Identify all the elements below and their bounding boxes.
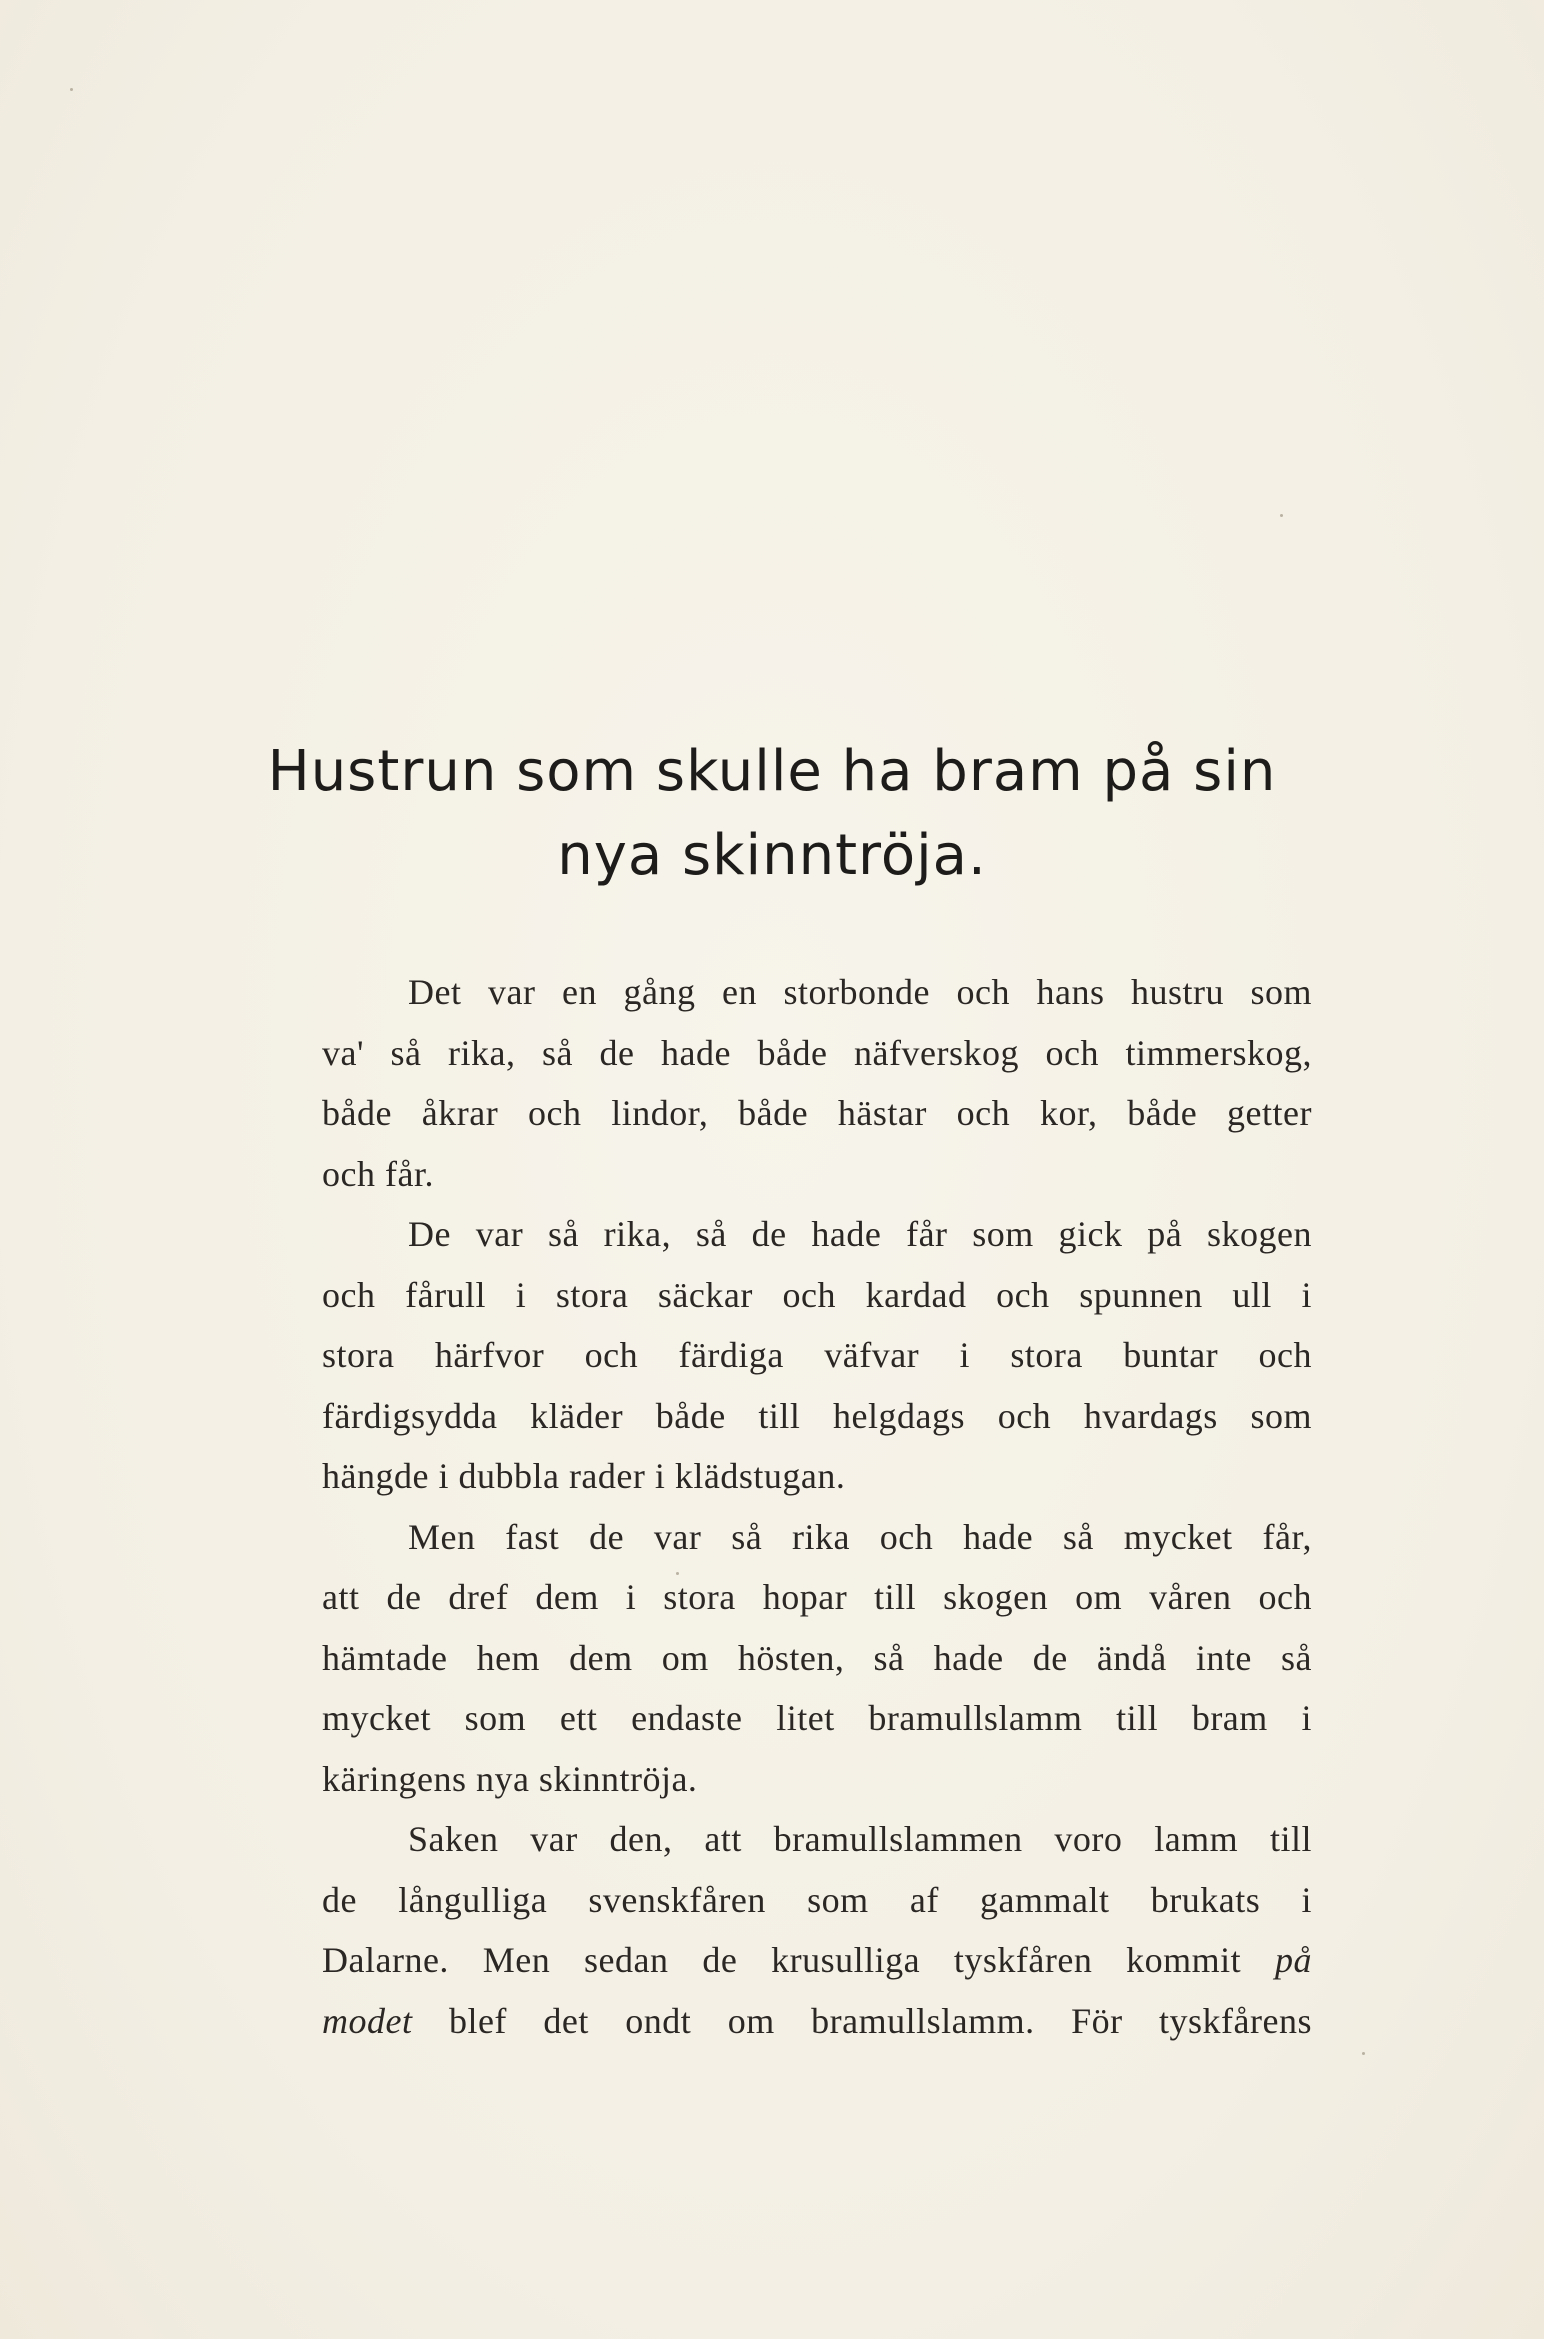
italic-text: modet	[322, 2000, 413, 2041]
paper-speck	[1362, 2052, 1365, 2055]
text-line: Saken var den, att bramullslammen voro lamm till	[408, 1819, 1312, 1859]
text-segment: Dalarne. Men sedan de krusulliga tyskfåren kommit	[322, 1940, 1242, 1980]
paper-speck	[70, 88, 73, 91]
text-line: käringens nya skinntröja.	[322, 1758, 698, 1799]
text-line: mycket som ett endaste litet bramullslamm till bram i	[322, 1698, 1312, 1738]
text-line: och fårull i stora säckar och kardad och spunnen ull i	[322, 1274, 1312, 1315]
text-line: hämtade hem dem om hösten, så hade de ändå inte så	[322, 1637, 1312, 1678]
text-line	[236, 1991, 1312, 2052]
text-line: Det var en gång en storbonde och hans hustru som	[408, 972, 1312, 1012]
text-line: va' så rika, så de hade både näfverskog och timmerskog,	[322, 1032, 1312, 1073]
text-line: stora härfvor och färdiga väfvar i stora buntar och	[322, 1335, 1312, 1375]
text-line: att de dref dem i stora hopar till skogen om våren och	[322, 1577, 1312, 1617]
paragraph-2	[236, 1204, 1312, 1507]
chapter-title-line-2: nya skinntröja.	[557, 823, 987, 888]
text-line	[236, 1930, 1312, 1991]
text-line: Men fast de var så rika och hade så mycket får,	[408, 1516, 1312, 1557]
text-segment: blef det ondt om bramullslamm. För tyskfårens	[448, 2000, 1313, 2041]
body-text	[236, 962, 1312, 2051]
chapter-title-line-1: Hustrun som skulle ha bram på sin	[267, 739, 1277, 804]
paragraph-3	[236, 1507, 1312, 1810]
italic-text: på	[1275, 1940, 1313, 1980]
text-line: hängde i dubbla rader i klädstugan.	[322, 1456, 846, 1496]
text-line: De var så rika, så de hade får som gick på skogen	[408, 1214, 1312, 1254]
text-line: både åkrar och lindor, både hästar och kor, både getter	[322, 1093, 1312, 1133]
paragraph-1	[236, 962, 1312, 1204]
paper-speck	[1280, 514, 1283, 517]
paragraph-4	[236, 1809, 1312, 2051]
text-line: färdigsydda kläder både till helgdags och hvardags som	[322, 1395, 1312, 1436]
paper-speck	[676, 1572, 679, 1575]
chapter-title	[200, 730, 1344, 898]
text-line: de långulliga svenskfåren som af gammalt brukats i	[322, 1879, 1312, 1920]
text-line: och får.	[322, 1153, 434, 1194]
